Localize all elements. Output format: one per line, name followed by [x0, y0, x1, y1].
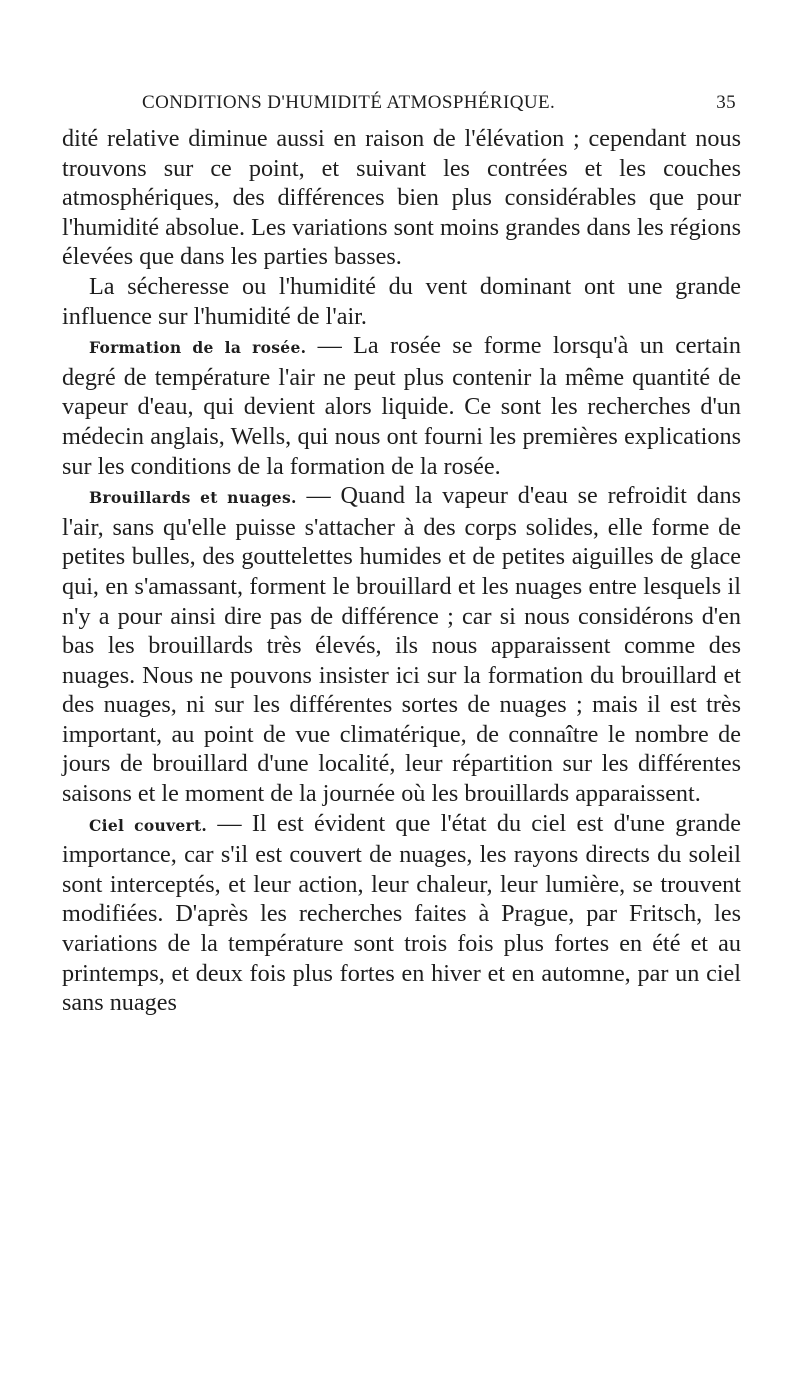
paragraph-wind	[62, 272, 741, 331]
section-heading-rosee: Formation de la rosée.	[89, 338, 307, 358]
page-number: 35	[716, 92, 736, 113]
section-heading-brouillards: Brouillards et nuages.	[89, 488, 297, 508]
paragraph-text: — Quand la vapeur d'eau se refroidit dans l'air, sans qu'elle puisse s'attacher à des corps solides, elle forme de petites bulles, des gouttelettes humides et de petites aiguilles de glace qui, en s'amassant, forment le brouillard et les nuages entre lesquels il n'y a pour ainsi dire pas de différence ; car si nous considérons d'en bas les brouillards très élevés, ils nous apparaissent comme des nuages. Nous ne pouvons insister ici sur la formation du brouillard et des nuages, ni sur les différentes sortes de nuages ; mais il est très important, au point de vue climatérique, de connaître le nombre de jours de brouillard d'une localité, leur répartition sur les différentes saisons et le moment de la journée où les brouillards apparaissent.	[62, 482, 741, 808]
paragraph-text: — La rosée se forme lorsqu'à un certain degré de température l'air ne peut plus contenir la même quantité de vapeur d'eau, qui devient alors liquide. Ce sont les recherches d'un médecin anglais, Wells, qui nous ont fourni les premières explications sur les conditions de la formation de la rosée.	[62, 332, 741, 480]
paragraph-text: dité relative diminue aussi en raison de l'élévation ; cependant nous trouvons sur ce point, et suivant les contrées et les couches atmosphériques, des différences bien plus considérables que pour l'humidité absolue. Les variations sont moins grandes dans les régions élevées que dans les parties basses.	[62, 125, 741, 271]
section-brouillards	[62, 481, 741, 809]
section-heading-ciel: Ciel couvert.	[89, 815, 208, 835]
paragraph-text: — Il est évident que l'état du ciel est d'une grande importance, car s'il est couvert de nuages, les rayons directs du soleil sont interceptés, et leur action, leur chaleur, leur lumière, se trouvent modifiées. D'après les recherches faites à Prague, par Fritsch, les variations de la température sont trois fois plus fortes en été et au printemps, et deux fois plus fortes en hiver et en automne, par un ciel sans nuages	[62, 809, 742, 1017]
paragraph-text: La sécheresse ou l'humidité du vent dominant ont une grande influence sur l'humidité de l'air.	[62, 272, 741, 330]
paragraph-continuation	[62, 124, 741, 272]
section-ciel-couvert	[62, 809, 741, 1018]
section-rosee	[62, 331, 741, 481]
body-text	[62, 124, 741, 1018]
running-header	[62, 92, 736, 118]
running-title: CONDITIONS D'HUMIDITÉ ATMOSPHÉRIQUE.	[142, 92, 556, 113]
